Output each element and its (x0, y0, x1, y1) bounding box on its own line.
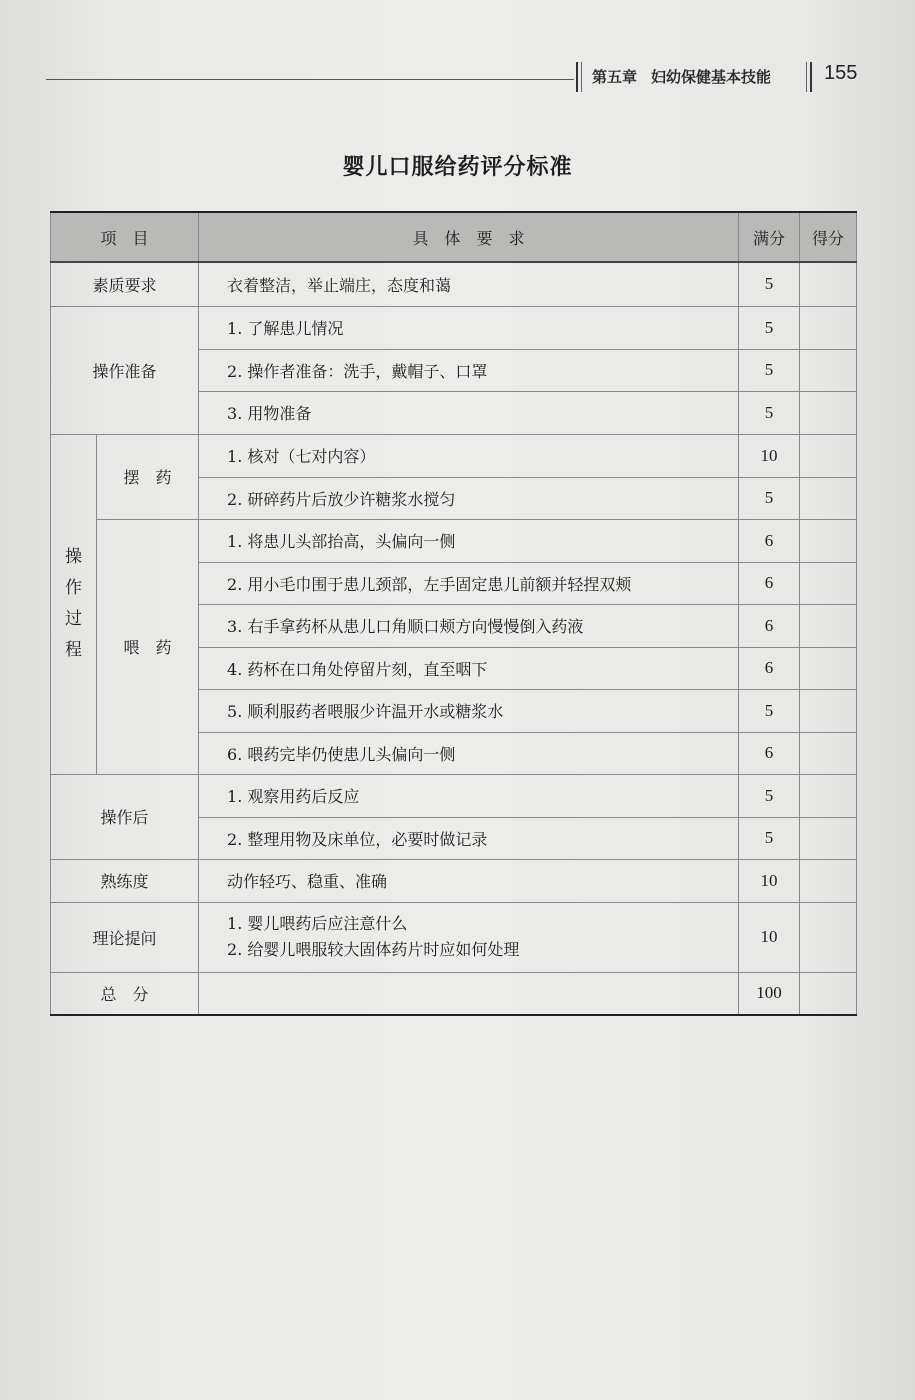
req-prep-2: 2. 操作者准备：洗手，戴帽子、口罩 (199, 349, 739, 391)
full-score-cell: 5 (739, 477, 800, 519)
subitem-arrange: 摆 药 (97, 434, 199, 519)
table-header-row (51, 212, 857, 262)
score-input-cell[interactable] (800, 391, 857, 434)
full-score-cell: 10 (739, 859, 800, 902)
score-input-cell[interactable] (800, 262, 857, 306)
col-header-requirement: 具 体 要 求 (199, 212, 739, 262)
score-input-cell[interactable] (800, 647, 857, 689)
full-score-cell: 5 (739, 349, 800, 391)
item-total: 总 分 (51, 972, 199, 1015)
full-score-cell: 10 (739, 902, 800, 972)
req-prep-1: 1. 了解患儿情况 (199, 306, 739, 349)
item-theory: 理论提问 (51, 902, 199, 972)
req-feed-4: 4. 药杯在口角处停留片刻，直至咽下 (199, 647, 739, 689)
score-input-cell[interactable] (800, 434, 857, 477)
running-header (592, 66, 771, 87)
score-input-cell[interactable] (800, 689, 857, 732)
req-total-empty (199, 972, 739, 1015)
req-feed-2: 2. 用小毛巾围于患儿颈部，左手固定患儿前额并轻捏双颊 (199, 562, 739, 604)
req-theory (199, 902, 739, 972)
table-row (51, 519, 857, 562)
score-input-cell[interactable] (800, 732, 857, 774)
full-score-cell: 6 (739, 732, 800, 774)
full-score-cell: 5 (739, 306, 800, 349)
score-input-cell[interactable] (800, 774, 857, 817)
score-input-cell[interactable] (800, 306, 857, 349)
item-proficiency: 熟练度 (51, 859, 199, 902)
score-input-cell[interactable] (800, 859, 857, 902)
subitem-feed: 喂 药 (97, 519, 199, 774)
full-score-cell: 6 (739, 647, 800, 689)
score-input-cell[interactable] (800, 972, 857, 1015)
score-input-cell[interactable] (800, 902, 857, 972)
full-score-cell: 6 (739, 604, 800, 647)
req-feed-3: 3. 右手拿药杯从患儿口角顺口颊方向慢慢倒入药液 (199, 604, 739, 647)
table-row (51, 262, 857, 306)
req-feed-5: 5. 顺利服药者喂服少许温开水或糖浆水 (199, 689, 739, 732)
score-input-cell[interactable] (800, 349, 857, 391)
full-score-cell: 6 (739, 562, 800, 604)
item-after: 操作后 (51, 774, 199, 859)
item-process (51, 434, 97, 774)
col-header-item: 项 目 (51, 212, 199, 262)
chapter-title: 妇幼保健基本技能 (651, 68, 772, 86)
req-proficiency: 动作轻巧、稳重、准确 (199, 859, 739, 902)
score-input-cell[interactable] (800, 817, 857, 859)
table-row (51, 902, 857, 972)
item-prep: 操作准备 (51, 306, 199, 434)
table-row (51, 774, 857, 817)
table-row (51, 859, 857, 902)
score-input-cell[interactable] (800, 519, 857, 562)
page-title: 婴儿口服给药评分标准 (342, 155, 573, 180)
req-quality: 衣着整洁，举止端庄，态度和蔼 (199, 262, 739, 306)
req-theory-2: 2. 给婴儿喂服较大固体药片时应如何处理 (227, 940, 520, 959)
full-score-cell: 5 (739, 262, 800, 306)
req-after-1: 1. 观察用药后反应 (199, 774, 739, 817)
chapter-number: 第五章 (592, 68, 638, 86)
score-input-cell[interactable] (800, 562, 857, 604)
col-header-full-score: 满分 (739, 212, 800, 262)
full-score-cell: 5 (739, 391, 800, 434)
score-input-cell[interactable] (800, 604, 857, 647)
score-input-cell[interactable] (800, 477, 857, 519)
table-row (51, 972, 857, 1015)
req-after-2: 2. 整理用物及床单位，必要时做记录 (199, 817, 739, 859)
full-score-total: 100 (739, 972, 800, 1015)
table-row (51, 306, 857, 349)
full-score-cell: 5 (739, 689, 800, 732)
col-header-score: 得分 (800, 212, 857, 262)
scoring-table (50, 211, 857, 1016)
header-rule (46, 79, 574, 80)
full-score-cell: 10 (739, 434, 800, 477)
req-feed-1: 1. 将患儿头部抬高，头偏向一侧 (199, 519, 739, 562)
page-number: 155 (824, 62, 858, 84)
req-prep-3: 3. 用物准备 (199, 391, 739, 434)
item-process-label: 操 作 过 程 (65, 547, 82, 660)
req-arrange-2: 2. 研碎药片后放少许糖浆水搅匀 (199, 477, 739, 519)
full-score-cell: 5 (739, 774, 800, 817)
req-arrange-1: 1. 核对（七对内容） (199, 434, 739, 477)
full-score-cell: 6 (739, 519, 800, 562)
table-row (51, 434, 857, 477)
item-quality: 素质要求 (51, 262, 199, 306)
req-feed-6: 6. 喂药完毕仍使患儿头偏向一侧 (199, 732, 739, 774)
req-theory-1: 1. 婴儿喂药后应注意什么 (227, 914, 408, 933)
full-score-cell: 5 (739, 817, 800, 859)
